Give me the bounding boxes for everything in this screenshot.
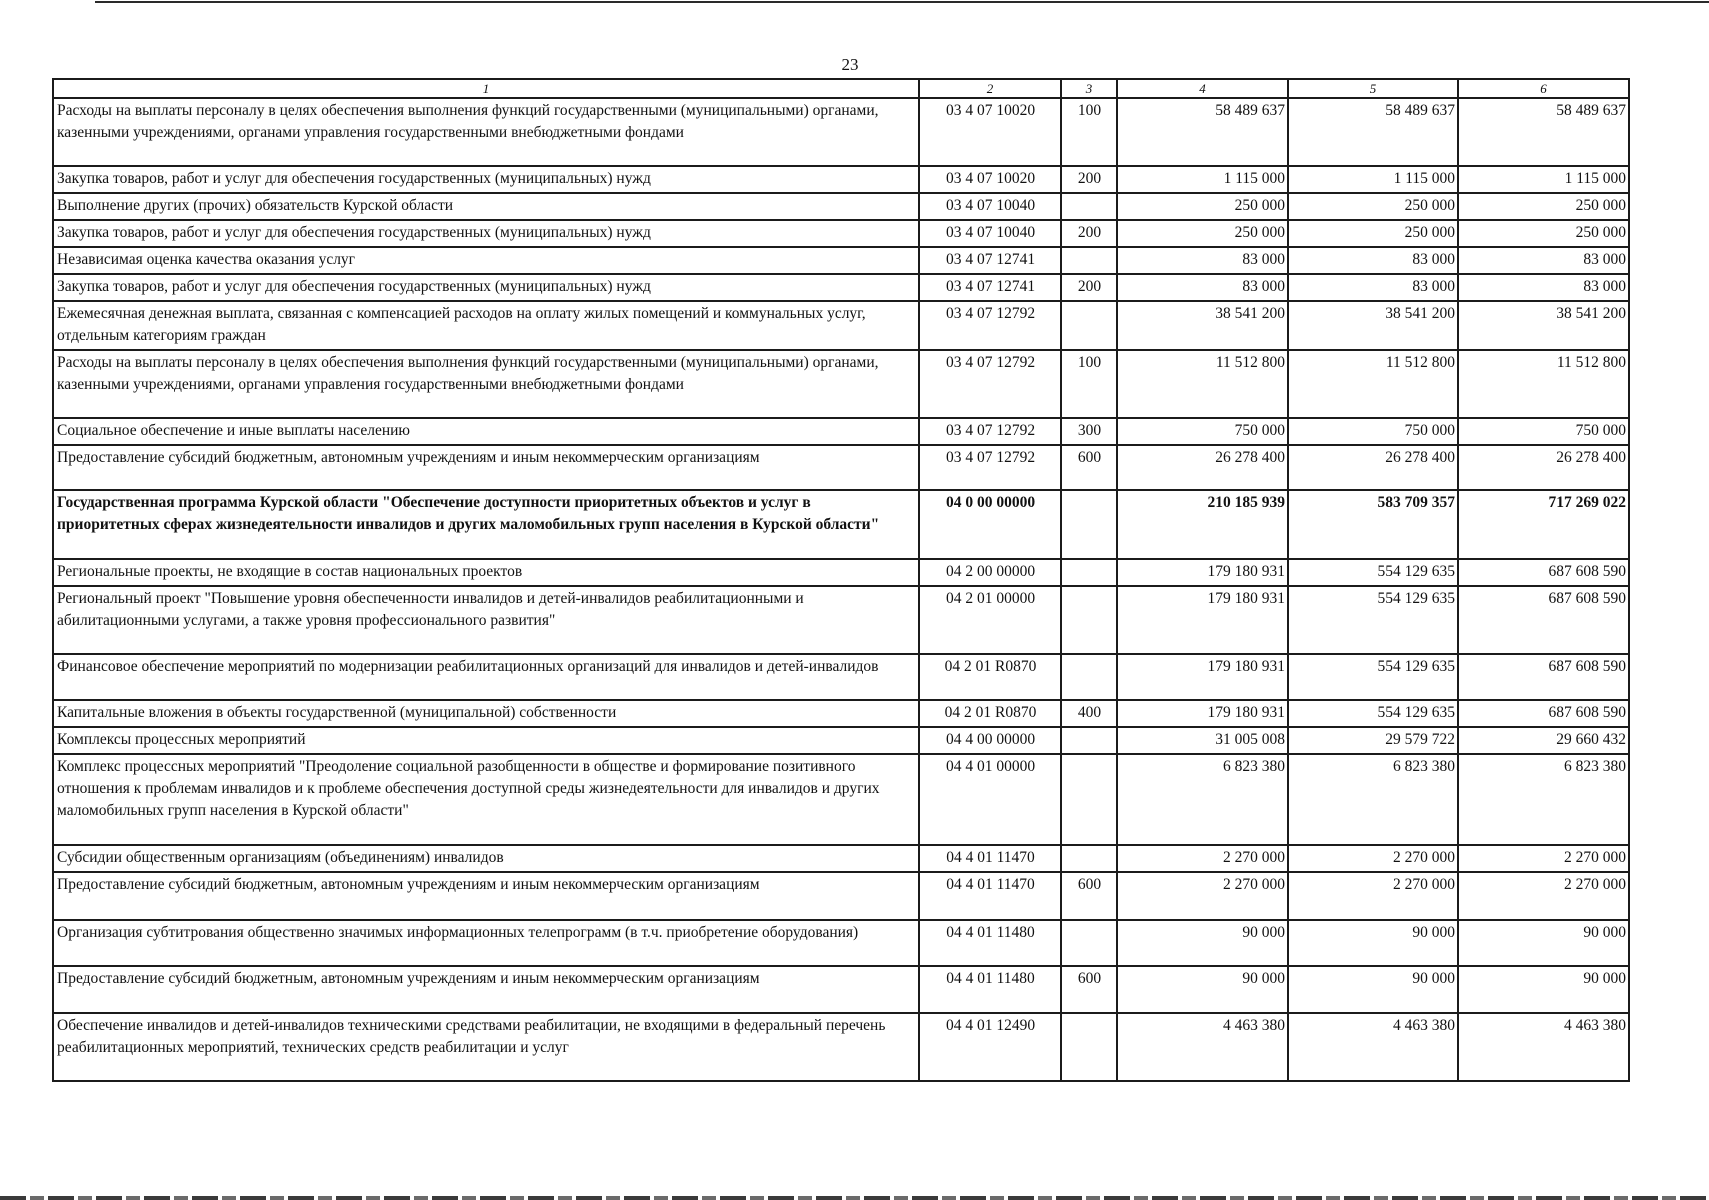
- row-amount-year2-cell: 11 512 800: [1288, 350, 1458, 418]
- row-amount-year2-cell: 38 541 200: [1288, 301, 1458, 350]
- row-code-cell: 03 4 07 10040: [919, 220, 1061, 247]
- row-amount-year1-cell: 26 278 400: [1117, 445, 1288, 490]
- row-expense-type-cell: 100: [1061, 350, 1117, 418]
- row-amount-year1-cell: 11 512 800: [1117, 350, 1288, 418]
- row-name-cell: Независимая оценка качества оказания услуг: [53, 247, 919, 274]
- row-code-cell: 04 2 01 R0870: [919, 700, 1061, 727]
- row-code-cell: 04 4 01 11470: [919, 872, 1061, 920]
- row-amount-year1-cell: 83 000: [1117, 247, 1288, 274]
- row-amount-year3-cell: 750 000: [1458, 418, 1629, 445]
- row-code-cell: 04 4 01 12490: [919, 1013, 1061, 1081]
- scan-edge-top: [95, 1, 1709, 3]
- row-code-cell: 04 2 01 00000: [919, 586, 1061, 654]
- row-amount-year2-cell: 6 823 380: [1288, 754, 1458, 845]
- row-amount-year2-cell: 583 709 357: [1288, 490, 1458, 559]
- row-amount-year3-cell: 38 541 200: [1458, 301, 1629, 350]
- row-amount-year1-cell: 179 180 931: [1117, 559, 1288, 586]
- row-amount-year3-cell: 58 489 637: [1458, 98, 1629, 166]
- row-amount-year1-cell: 2 270 000: [1117, 845, 1288, 872]
- row-amount-year1-cell: 90 000: [1117, 966, 1288, 1013]
- row-name-cell: Финансовое обеспечение мероприятий по модернизации реабилитационных организаций для инвалидов и детей-инвалидов: [53, 654, 919, 700]
- table-row: [53, 301, 1629, 350]
- row-expense-type-cell: 600: [1061, 872, 1117, 920]
- table-row: [53, 920, 1629, 966]
- row-name-cell: Предоставление субсидий бюджетным, автономным учреждениям и иным некоммерческим организациям: [53, 872, 919, 920]
- row-name-cell: Комплексы процессных мероприятий: [53, 727, 919, 754]
- row-name-cell: Закупка товаров, работ и услуг для обеспечения государственных (муниципальных) нужд: [53, 274, 919, 301]
- row-amount-year2-cell: 554 129 635: [1288, 559, 1458, 586]
- table-row: [53, 98, 1629, 166]
- table-row: [53, 586, 1629, 654]
- row-amount-year3-cell: 83 000: [1458, 274, 1629, 301]
- row-name-cell: Государственная программа Курской области "Обеспечение доступности приоритетных объектов и услуг в приоритетных сферах жизнедеятельности инвалидов и других маломобильных групп населения в Курской области": [53, 490, 919, 559]
- table-row: [53, 700, 1629, 727]
- row-name-cell: Региональный проект "Повышение уровня обеспеченности инвалидов и детей-инвалидов реабилитационными и абилитационными услугами, а также уровня профессионального развития": [53, 586, 919, 654]
- row-amount-year2-cell: 2 270 000: [1288, 872, 1458, 920]
- row-name-cell: Предоставление субсидий бюджетным, автономным учреждениям и иным некоммерческим организациям: [53, 966, 919, 1013]
- row-name-cell: Региональные проекты, не входящие в состав национальных проектов: [53, 559, 919, 586]
- column-number-1: 1: [53, 79, 919, 98]
- row-amount-year3-cell: 2 270 000: [1458, 845, 1629, 872]
- row-amount-year3-cell: 1 115 000: [1458, 166, 1629, 193]
- row-expense-type-cell: 100: [1061, 98, 1117, 166]
- row-amount-year3-cell: 687 608 590: [1458, 700, 1629, 727]
- row-expense-type-cell: [1061, 586, 1117, 654]
- column-number-6: 6: [1458, 79, 1629, 98]
- row-amount-year3-cell: 2 270 000: [1458, 872, 1629, 920]
- page-number: 23: [841, 55, 859, 74]
- row-code-cell: 04 4 01 00000: [919, 754, 1061, 845]
- table-row: [53, 193, 1629, 220]
- row-expense-type-cell: 600: [1061, 966, 1117, 1013]
- row-amount-year3-cell: 250 000: [1458, 193, 1629, 220]
- row-amount-year1-cell: 4 463 380: [1117, 1013, 1288, 1081]
- table-row: [53, 350, 1629, 418]
- row-amount-year3-cell: 83 000: [1458, 247, 1629, 274]
- row-amount-year1-cell: 750 000: [1117, 418, 1288, 445]
- row-amount-year2-cell: 4 463 380: [1288, 1013, 1458, 1081]
- row-amount-year2-cell: 29 579 722: [1288, 727, 1458, 754]
- row-name-cell: Закупка товаров, работ и услуг для обеспечения государственных (муниципальных) нужд: [53, 166, 919, 193]
- table-row: [53, 166, 1629, 193]
- table-row: [53, 966, 1629, 1013]
- row-expense-type-cell: [1061, 845, 1117, 872]
- row-amount-year2-cell: 83 000: [1288, 274, 1458, 301]
- row-amount-year2-cell: 554 129 635: [1288, 700, 1458, 727]
- row-amount-year1-cell: 250 000: [1117, 220, 1288, 247]
- table-row: [53, 872, 1629, 920]
- row-amount-year3-cell: 687 608 590: [1458, 654, 1629, 700]
- row-expense-type-cell: [1061, 727, 1117, 754]
- row-amount-year1-cell: 38 541 200: [1117, 301, 1288, 350]
- row-name-cell: Организация субтитрования общественно значимых информационных телепрограмм (в т.ч. приобретение оборудования): [53, 920, 919, 966]
- row-code-cell: 03 4 07 10040: [919, 193, 1061, 220]
- row-amount-year2-cell: 554 129 635: [1288, 586, 1458, 654]
- row-code-cell: 04 2 00 00000: [919, 559, 1061, 586]
- row-code-cell: 03 4 07 10020: [919, 166, 1061, 193]
- row-amount-year1-cell: 179 180 931: [1117, 586, 1288, 654]
- table-row: [53, 220, 1629, 247]
- row-name-cell: Предоставление субсидий бюджетным, автономным учреждениям и иным некоммерческим организациям: [53, 445, 919, 490]
- row-expense-type-cell: [1061, 247, 1117, 274]
- row-code-cell: 04 4 01 11480: [919, 966, 1061, 1013]
- table-row: [53, 418, 1629, 445]
- budget-table-body: [53, 79, 1629, 1081]
- row-code-cell: 03 4 07 12741: [919, 274, 1061, 301]
- row-amount-year2-cell: 58 489 637: [1288, 98, 1458, 166]
- row-name-cell: Капитальные вложения в объекты государственной (муниципальной) собственности: [53, 700, 919, 727]
- row-expense-type-cell: [1061, 301, 1117, 350]
- row-expense-type-cell: [1061, 490, 1117, 559]
- row-amount-year3-cell: 717 269 022: [1458, 490, 1629, 559]
- budget-table: [52, 78, 1630, 1082]
- row-code-cell: 03 4 07 12792: [919, 445, 1061, 490]
- row-code-cell: 04 4 01 11480: [919, 920, 1061, 966]
- row-expense-type-cell: [1061, 1013, 1117, 1081]
- row-amount-year2-cell: 1 115 000: [1288, 166, 1458, 193]
- row-amount-year1-cell: 250 000: [1117, 193, 1288, 220]
- row-name-cell: Расходы на выплаты персоналу в целях обеспечения выполнения функций государственными (муниципальными) органами, казенными учреждениями, органами управления государственными внебюджетными фондами: [53, 350, 919, 418]
- row-amount-year3-cell: 11 512 800: [1458, 350, 1629, 418]
- row-code-cell: 04 4 00 00000: [919, 727, 1061, 754]
- row-name-cell: Ежемесячная денежная выплата, связанная с компенсацией расходов на оплату жилых помещений и коммунальных услуг, отдельным категориям граждан: [53, 301, 919, 350]
- row-amount-year2-cell: 90 000: [1288, 920, 1458, 966]
- column-number-2: 2: [919, 79, 1061, 98]
- row-name-cell: Субсидии общественным организациям (объединениям) инвалидов: [53, 845, 919, 872]
- row-amount-year3-cell: 6 823 380: [1458, 754, 1629, 845]
- row-amount-year2-cell: 750 000: [1288, 418, 1458, 445]
- column-number-row: [53, 79, 1629, 98]
- row-amount-year1-cell: 1 115 000: [1117, 166, 1288, 193]
- table-row: [53, 274, 1629, 301]
- row-code-cell: 03 4 07 10020: [919, 98, 1061, 166]
- table-row: [53, 490, 1629, 559]
- row-code-cell: 04 0 00 00000: [919, 490, 1061, 559]
- row-amount-year2-cell: 2 270 000: [1288, 845, 1458, 872]
- row-amount-year2-cell: 554 129 635: [1288, 654, 1458, 700]
- row-amount-year1-cell: 210 185 939: [1117, 490, 1288, 559]
- row-amount-year1-cell: 2 270 000: [1117, 872, 1288, 920]
- row-code-cell: 03 4 07 12792: [919, 418, 1061, 445]
- row-amount-year1-cell: 6 823 380: [1117, 754, 1288, 845]
- row-code-cell: 04 2 01 R0870: [919, 654, 1061, 700]
- row-amount-year3-cell: 4 463 380: [1458, 1013, 1629, 1081]
- row-code-cell: 03 4 07 12741: [919, 247, 1061, 274]
- row-amount-year1-cell: 90 000: [1117, 920, 1288, 966]
- row-expense-type-cell: [1061, 193, 1117, 220]
- scan-edge-bottom: [0, 1196, 1709, 1200]
- row-amount-year1-cell: 179 180 931: [1117, 700, 1288, 727]
- row-amount-year3-cell: 90 000: [1458, 920, 1629, 966]
- table-row: [53, 654, 1629, 700]
- table-row: [53, 754, 1629, 845]
- row-amount-year3-cell: 687 608 590: [1458, 559, 1629, 586]
- table-row: [53, 445, 1629, 490]
- row-amount-year1-cell: 58 489 637: [1117, 98, 1288, 166]
- row-amount-year2-cell: 250 000: [1288, 193, 1458, 220]
- column-number-3: 3: [1061, 79, 1117, 98]
- row-expense-type-cell: [1061, 754, 1117, 845]
- row-amount-year3-cell: 687 608 590: [1458, 586, 1629, 654]
- table-row: [53, 845, 1629, 872]
- row-name-cell: Обеспечение инвалидов и детей-инвалидов техническими средствами реабилитации, не входящими в федеральный перечень реабилитационных мероприятий, технических средств реабилитации и услуг: [53, 1013, 919, 1081]
- row-expense-type-cell: 300: [1061, 418, 1117, 445]
- row-code-cell: 03 4 07 12792: [919, 301, 1061, 350]
- row-amount-year2-cell: 26 278 400: [1288, 445, 1458, 490]
- row-expense-type-cell: 400: [1061, 700, 1117, 727]
- row-expense-type-cell: 200: [1061, 274, 1117, 301]
- row-amount-year1-cell: 179 180 931: [1117, 654, 1288, 700]
- row-amount-year1-cell: 83 000: [1117, 274, 1288, 301]
- row-amount-year3-cell: 29 660 432: [1458, 727, 1629, 754]
- row-expense-type-cell: 200: [1061, 220, 1117, 247]
- row-expense-type-cell: 600: [1061, 445, 1117, 490]
- row-amount-year2-cell: 250 000: [1288, 220, 1458, 247]
- row-amount-year3-cell: 26 278 400: [1458, 445, 1629, 490]
- row-name-cell: Расходы на выплаты персоналу в целях обеспечения выполнения функций государственными (муниципальными) органами, казенными учреждениями, органами управления государственными внебюджетными фондами: [53, 98, 919, 166]
- table-row: [53, 727, 1629, 754]
- row-expense-type-cell: [1061, 920, 1117, 966]
- column-number-5: 5: [1288, 79, 1458, 98]
- row-amount-year3-cell: 250 000: [1458, 220, 1629, 247]
- row-expense-type-cell: [1061, 559, 1117, 586]
- row-name-cell: Закупка товаров, работ и услуг для обеспечения государственных (муниципальных) нужд: [53, 220, 919, 247]
- row-expense-type-cell: [1061, 654, 1117, 700]
- column-number-4: 4: [1117, 79, 1288, 98]
- row-name-cell: Комплекс процессных мероприятий "Преодоление социальной разобщенности в обществе и формирование позитивного отношения к проблемам инвалидов и к проблеме обеспечения доступной среды жизнедеятельности для инвалидов и других маломобильных групп населения в Курской области": [53, 754, 919, 845]
- row-name-cell: Социальное обеспечение и иные выплаты населению: [53, 418, 919, 445]
- row-amount-year3-cell: 90 000: [1458, 966, 1629, 1013]
- row-code-cell: 04 4 01 11470: [919, 845, 1061, 872]
- row-amount-year1-cell: 31 005 008: [1117, 727, 1288, 754]
- table-row: [53, 559, 1629, 586]
- table-row: [53, 247, 1629, 274]
- row-amount-year2-cell: 90 000: [1288, 966, 1458, 1013]
- row-code-cell: 03 4 07 12792: [919, 350, 1061, 418]
- row-amount-year2-cell: 83 000: [1288, 247, 1458, 274]
- row-expense-type-cell: 200: [1061, 166, 1117, 193]
- table-row: [53, 1013, 1629, 1081]
- row-name-cell: Выполнение других (прочих) обязательств Курской области: [53, 193, 919, 220]
